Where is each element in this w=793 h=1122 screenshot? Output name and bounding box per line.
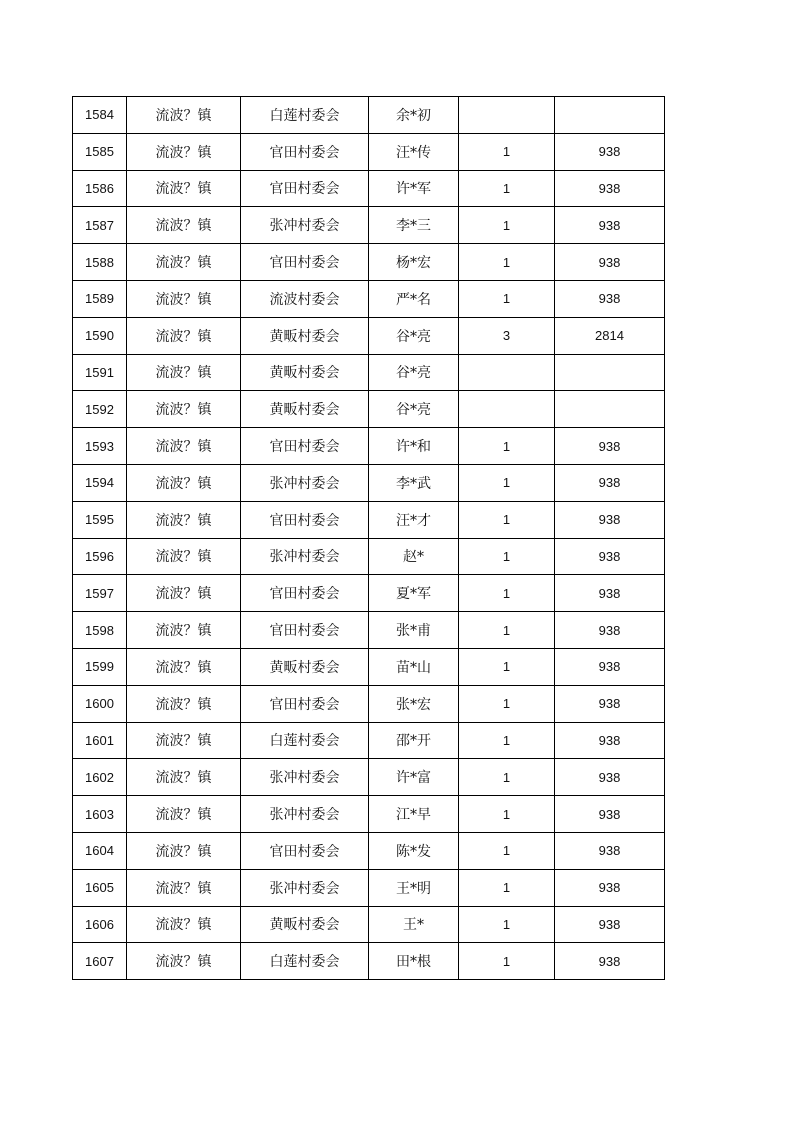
count-cell: 1 [459,832,555,869]
village-committee-cell: 黄畈村委会 [241,391,369,428]
amount-cell: 938 [555,869,665,906]
person-name-cell: 苗*山 [369,648,459,685]
person-name-cell: 王* [369,906,459,943]
village-committee-cell: 官田村委会 [241,133,369,170]
count-cell: 1 [459,906,555,943]
amount-cell: 938 [555,648,665,685]
amount-cell: 938 [555,612,665,649]
village-committee-cell: 白莲村委会 [241,943,369,980]
village-committee-cell: 张冲村委会 [241,464,369,501]
village-committee-cell: 张冲村委会 [241,538,369,575]
count-cell [459,354,555,391]
amount-cell: 938 [555,207,665,244]
person-name-cell: 余*初 [369,97,459,134]
table-row [73,943,665,980]
table-row [73,133,665,170]
table-row [73,464,665,501]
table-row [73,170,665,207]
amount-cell [555,97,665,134]
village-committee-cell: 张冲村委会 [241,869,369,906]
town-cell: 流波？镇 [127,97,241,134]
count-cell: 1 [459,501,555,538]
table-row [73,796,665,833]
table-row [73,280,665,317]
count-cell: 1 [459,612,555,649]
person-name-cell: 李*三 [369,207,459,244]
person-name-cell: 张*宏 [369,685,459,722]
amount-cell [555,354,665,391]
count-cell: 1 [459,170,555,207]
village-committee-cell: 张冲村委会 [241,207,369,244]
person-name-cell: 王*明 [369,869,459,906]
town-cell: 流波？镇 [127,354,241,391]
count-cell: 1 [459,280,555,317]
town-cell: 流波？镇 [127,943,241,980]
table-row [73,428,665,465]
town-cell: 流波？镇 [127,538,241,575]
town-cell: 流波？镇 [127,317,241,354]
table-row [73,869,665,906]
village-committee-cell: 黄畈村委会 [241,648,369,685]
serial-number-cell: 1605 [73,869,127,906]
serial-number-cell: 1586 [73,170,127,207]
amount-cell: 938 [555,906,665,943]
count-cell: 1 [459,133,555,170]
person-name-cell: 夏*军 [369,575,459,612]
person-name-cell: 陈*发 [369,832,459,869]
count-cell: 1 [459,869,555,906]
serial-number-cell: 1598 [73,612,127,649]
count-cell [459,391,555,428]
count-cell: 1 [459,943,555,980]
village-committee-cell: 张冲村委会 [241,796,369,833]
amount-cell: 938 [555,133,665,170]
village-committee-cell: 官田村委会 [241,685,369,722]
serial-number-cell: 1587 [73,207,127,244]
village-committee-cell: 官田村委会 [241,170,369,207]
person-name-cell: 杨*宏 [369,244,459,281]
table-row [73,612,665,649]
serial-number-cell: 1602 [73,759,127,796]
town-cell: 流波？镇 [127,612,241,649]
village-committee-cell: 官田村委会 [241,832,369,869]
person-name-cell: 李*武 [369,464,459,501]
town-cell: 流波？镇 [127,170,241,207]
table-row [73,97,665,134]
serial-number-cell: 1601 [73,722,127,759]
village-committee-cell: 官田村委会 [241,244,369,281]
village-committee-cell: 官田村委会 [241,612,369,649]
person-name-cell: 汪*传 [369,133,459,170]
person-name-cell: 邵*开 [369,722,459,759]
count-cell: 1 [459,648,555,685]
count-cell: 1 [459,464,555,501]
count-cell: 1 [459,722,555,759]
count-cell [459,97,555,134]
serial-number-cell: 1606 [73,906,127,943]
amount-cell: 938 [555,759,665,796]
amount-cell: 938 [555,538,665,575]
serial-number-cell: 1584 [73,97,127,134]
count-cell: 3 [459,317,555,354]
count-cell: 1 [459,244,555,281]
person-name-cell: 许*和 [369,428,459,465]
serial-number-cell: 1585 [73,133,127,170]
serial-number-cell: 1599 [73,648,127,685]
person-name-cell: 张*甫 [369,612,459,649]
town-cell: 流波？镇 [127,722,241,759]
count-cell: 1 [459,538,555,575]
table-row [73,354,665,391]
town-cell: 流波？镇 [127,428,241,465]
town-cell: 流波？镇 [127,796,241,833]
town-cell: 流波？镇 [127,501,241,538]
table-row [73,207,665,244]
amount-cell: 2814 [555,317,665,354]
village-committee-cell: 官田村委会 [241,501,369,538]
town-cell: 流波？镇 [127,869,241,906]
table-row [73,244,665,281]
amount-cell: 938 [555,575,665,612]
village-committee-cell: 张冲村委会 [241,759,369,796]
table-row [73,501,665,538]
village-committee-cell: 流波村委会 [241,280,369,317]
person-name-cell: 谷*亮 [369,391,459,428]
town-cell: 流波？镇 [127,464,241,501]
person-name-cell: 江*早 [369,796,459,833]
serial-number-cell: 1607 [73,943,127,980]
village-committee-cell: 黄畈村委会 [241,317,369,354]
serial-number-cell: 1588 [73,244,127,281]
serial-number-cell: 1604 [73,832,127,869]
town-cell: 流波？镇 [127,280,241,317]
serial-number-cell: 1591 [73,354,127,391]
records-table-body [73,97,665,980]
table-row [73,391,665,428]
amount-cell: 938 [555,170,665,207]
amount-cell: 938 [555,244,665,281]
serial-number-cell: 1597 [73,575,127,612]
table-row [73,317,665,354]
table-row [73,759,665,796]
count-cell: 1 [459,207,555,244]
amount-cell: 938 [555,796,665,833]
amount-cell: 938 [555,280,665,317]
town-cell: 流波？镇 [127,133,241,170]
serial-number-cell: 1594 [73,464,127,501]
amount-cell: 938 [555,722,665,759]
town-cell: 流波？镇 [127,759,241,796]
amount-cell: 938 [555,685,665,722]
table-row [73,906,665,943]
serial-number-cell: 1595 [73,501,127,538]
town-cell: 流波？镇 [127,244,241,281]
town-cell: 流波？镇 [127,906,241,943]
table-row [73,648,665,685]
count-cell: 1 [459,428,555,465]
serial-number-cell: 1590 [73,317,127,354]
amount-cell: 938 [555,428,665,465]
table-row [73,832,665,869]
table-row [73,722,665,759]
town-cell: 流波？镇 [127,575,241,612]
count-cell: 1 [459,759,555,796]
person-name-cell: 谷*亮 [369,317,459,354]
village-committee-cell: 白莲村委会 [241,97,369,134]
serial-number-cell: 1593 [73,428,127,465]
person-name-cell: 田*根 [369,943,459,980]
amount-cell: 938 [555,501,665,538]
serial-number-cell: 1600 [73,685,127,722]
count-cell: 1 [459,796,555,833]
village-committee-cell: 黄畈村委会 [241,354,369,391]
count-cell: 1 [459,685,555,722]
person-name-cell: 谷*亮 [369,354,459,391]
count-cell: 1 [459,575,555,612]
table-row [73,685,665,722]
person-name-cell: 赵* [369,538,459,575]
town-cell: 流波？镇 [127,207,241,244]
town-cell: 流波？镇 [127,685,241,722]
serial-number-cell: 1589 [73,280,127,317]
person-name-cell: 许*军 [369,170,459,207]
serial-number-cell: 1596 [73,538,127,575]
records-table [72,96,665,980]
person-name-cell: 许*富 [369,759,459,796]
table-row [73,538,665,575]
village-committee-cell: 官田村委会 [241,575,369,612]
amount-cell [555,391,665,428]
amount-cell: 938 [555,943,665,980]
person-name-cell: 汪*才 [369,501,459,538]
village-committee-cell: 官田村委会 [241,428,369,465]
town-cell: 流波？镇 [127,648,241,685]
town-cell: 流波？镇 [127,391,241,428]
person-name-cell: 严*名 [369,280,459,317]
serial-number-cell: 1603 [73,796,127,833]
serial-number-cell: 1592 [73,391,127,428]
village-committee-cell: 白莲村委会 [241,722,369,759]
amount-cell: 938 [555,832,665,869]
village-committee-cell: 黄畈村委会 [241,906,369,943]
town-cell: 流波？镇 [127,832,241,869]
table-row [73,575,665,612]
amount-cell: 938 [555,464,665,501]
